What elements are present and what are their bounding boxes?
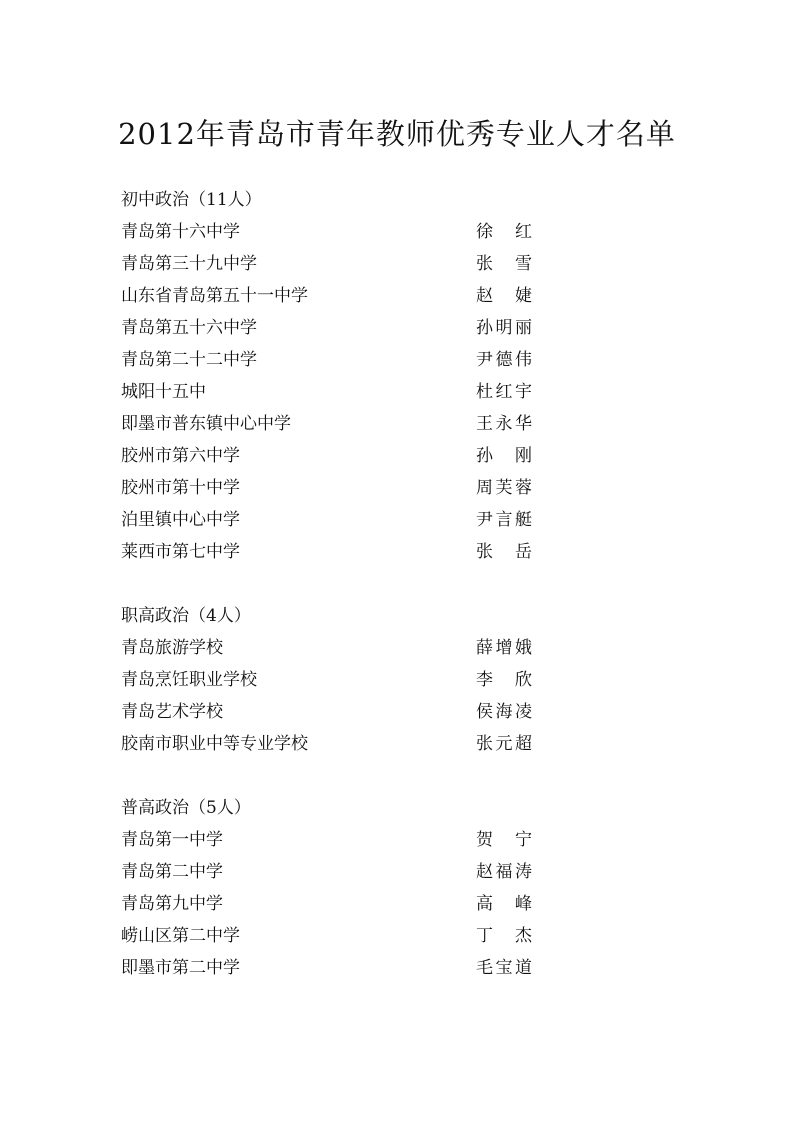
school-name: 青岛第一中学: [121, 830, 223, 850]
list-item: [121, 888, 581, 920]
school-name: 山东省青岛第五十一中学: [121, 286, 308, 306]
school-name: 青岛第九中学: [121, 894, 223, 914]
list-item: [121, 536, 581, 568]
school-name: 莱西市第七中学: [121, 542, 240, 562]
section-vocational-politics: [121, 600, 581, 760]
teacher-name: 张 岳: [476, 542, 532, 562]
list-item: [121, 632, 581, 664]
section-heading: 初中政治（11人）: [121, 190, 262, 210]
section-junior-politics: [121, 184, 581, 568]
teacher-name: 赵 婕: [476, 286, 532, 306]
teacher-name: 高 峰: [476, 894, 532, 914]
teacher-name: 王永华: [476, 414, 532, 434]
teacher-name: 徐 红: [476, 222, 532, 242]
teacher-name: 毛宝道: [476, 958, 532, 978]
list-item: [121, 408, 581, 440]
teacher-name: 贺 宁: [476, 830, 532, 850]
list-item: [121, 504, 581, 536]
teacher-name: 张 雪: [476, 254, 532, 274]
school-name: 青岛第三十九中学: [121, 254, 257, 274]
teacher-name: 尹德伟: [476, 350, 532, 370]
teacher-name: 杜红宇: [476, 382, 532, 402]
teacher-name: 尹言艇: [476, 510, 532, 530]
school-name: 青岛第二十二中学: [121, 350, 257, 370]
school-name: 崂山区第二中学: [121, 926, 240, 946]
school-name: 青岛第二中学: [121, 862, 223, 882]
school-name: 胶州市第十中学: [121, 478, 240, 498]
list-item: [121, 920, 581, 952]
list-item: [121, 664, 581, 696]
list-item: [121, 824, 581, 856]
list-item: [121, 312, 581, 344]
teacher-name: 侯海凌: [476, 702, 532, 722]
list-item: [121, 696, 581, 728]
school-name: 即墨市普东镇中心中学: [121, 414, 291, 434]
school-name: 胶南市职业中等专业学校: [121, 734, 308, 754]
school-name: 青岛旅游学校: [121, 638, 223, 658]
teacher-name: 张元超: [476, 734, 532, 754]
school-name: 青岛烹饪职业学校: [121, 670, 257, 690]
school-name: 青岛第十六中学: [121, 222, 240, 242]
school-name: 泊里镇中心中学: [121, 510, 240, 530]
school-name: 青岛第五十六中学: [121, 318, 257, 338]
teacher-name: 孙明丽: [476, 318, 532, 338]
teacher-name: 李 欣: [476, 670, 532, 690]
section-heading: 职高政治（4人）: [121, 606, 251, 626]
list-item: [121, 376, 581, 408]
list-item: [121, 472, 581, 504]
school-name: 青岛艺术学校: [121, 702, 223, 722]
teacher-name: 薛增娥: [476, 638, 532, 658]
school-name: 城阳十五中: [121, 382, 206, 402]
school-name: 胶州市第六中学: [121, 446, 240, 466]
school-name: 即墨市第二中学: [121, 958, 240, 978]
list-item: [121, 216, 581, 248]
list-item: [121, 280, 581, 312]
teacher-name: 孙 刚: [476, 446, 532, 466]
list-item: [121, 856, 581, 888]
section-senior-politics: [121, 792, 581, 984]
list-item: [121, 440, 581, 472]
list-item: [121, 248, 581, 280]
list-item: [121, 952, 581, 984]
teacher-name: 丁 杰: [476, 926, 532, 946]
teacher-name: 周芙蓉: [476, 478, 532, 498]
document-title: 2012年青岛市青年教师优秀专业人才名单: [118, 117, 676, 151]
list-item: [121, 344, 581, 376]
section-heading: 普高政治（5人）: [121, 798, 251, 818]
list-item: [121, 728, 581, 760]
teacher-name: 赵福涛: [476, 862, 532, 882]
